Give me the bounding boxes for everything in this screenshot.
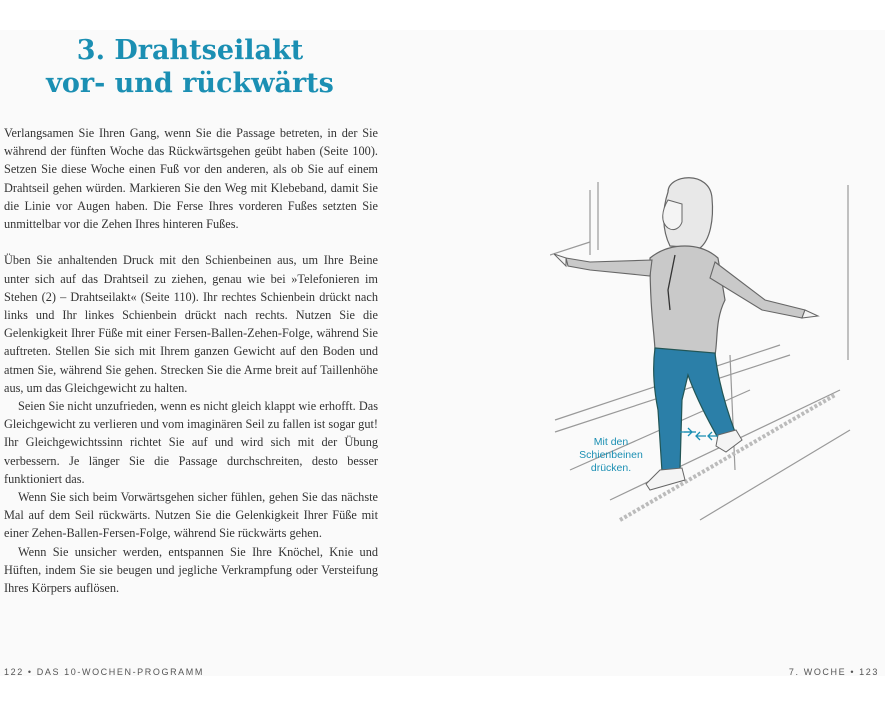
caption-line-2: Schienbeinen [579,449,643,461]
page-title [0,34,380,100]
illustration-caption [566,436,656,475]
title-line-1: 3. Drahtseilakt [76,35,304,66]
footer-left-page-number: 122 • DAS 10-WOCHEN-PROGRAMM [4,667,204,677]
paragraph-1: Verlangsamen Sie Ihren Gang, wenn Sie die Passage betreten, in der Sie während der fünften Woche das Rückwärtsgehen geübt haben (Seite 100). Setzen Sie diese Woche einen Fuß vor den anderen, als ob Sie auf einem Drahtseil gehen würden. Markieren Sie den Weg mit Klebeband, damit Sie die Linie vor Augen haben. Die Ferse Ihres vorderen Fußes setzten Sie unmittelbar vor die Zehen Ihres hinteren Fußes. [4,126,378,232]
caption-line-1: Mit den [593,436,629,448]
paragraph-3: Seien Sie nicht unzufrieden, wenn es nicht gleich klappt wie erhofft. Das Gleichgewicht zu verlieren und vom imaginären Seil zu fallen ist sogar gut! Ihr Gleichgewichtssinn richtet Sie auf und wird sich mit der Übung verbessern. Je länger Sie die Passage durchschreiten, desto besser funktioniert das. [4,399,378,486]
woman-walking-tightrope-icon [550,170,860,530]
title-line-2: vor- und rückwärts [46,68,334,99]
body-text [4,124,378,597]
footer-right-page-number: 7. WOCHE • 123 [788,667,879,677]
paragraph-2: Üben Sie anhaltenden Druck mit den Schienbeinen aus, um Ihre Beine unter sich auf das Drahtseil zu ziehen, genau wie bei »Telefonieren im Stehen (2) – Drahtseilakt« (Seite 110). Ihr rechtes Schienbein drückt nach links und Ihr linkes Schienbein drückt nach rechts. Nutzen Sie die Gelenkigkeit Ihrer Füße mit einer Fersen-Ballen-Zehen-Folge, während Sie auftreten. Stellen Sie sich mit Ihrem ganzen Gewicht auf den Boden und atmen Sie, während Sie gehen. Strecken Sie die Arme breit auf Taillenhöhe aus, um das Gleichgewicht zu halten. [4,253,378,395]
paragraph-4: Wenn Sie sich beim Vorwärtsgehen sicher fühlen, gehen Sie das nächste Mal auf dem Seil rückwärts. Nutzen Sie die Gelenkigkeit Ihrer Füße mit einer Zehen-Ballen-Fersen-Folge, während Sie rückwärts gehen. [4,490,378,541]
caption-line-3: drücken. [590,462,632,474]
paragraph-5: Wenn Sie unsicher werden, entspannen Sie Ihre Knöchel, Knie und Hüften, indem Sie sie beugen und jegliche Verkrampfung oder Versteifung Ihres Körpers auflösen. [4,544,378,596]
